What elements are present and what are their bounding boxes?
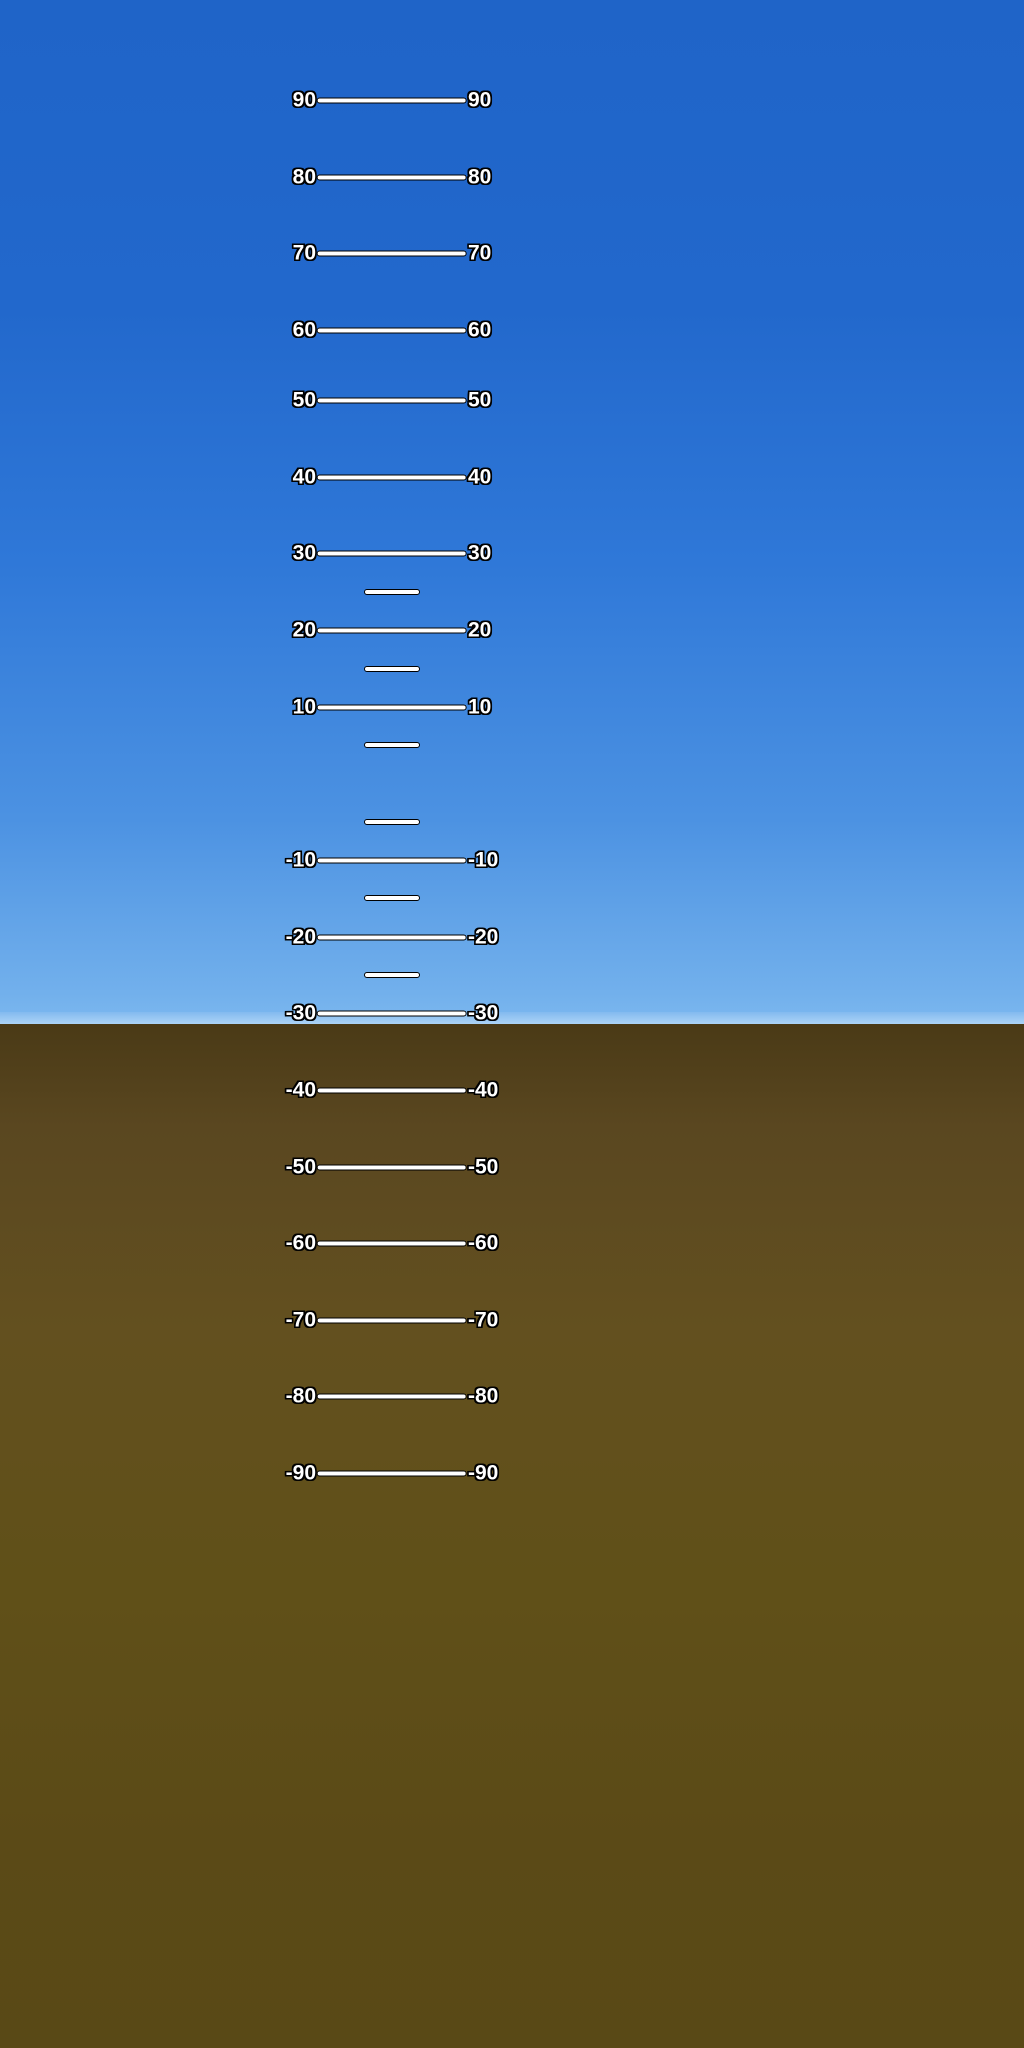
pitch-label-right: -30 (468, 1001, 499, 1025)
pitch-rung-bar (317, 1470, 467, 1476)
pitch-rung-bar (317, 1393, 467, 1399)
pitch-label-right: -40 (468, 1078, 499, 1102)
pitch-rung-bar (317, 250, 467, 256)
pitch-rung-bar (317, 327, 467, 333)
pitch-label-right: 30 (468, 541, 492, 565)
pitch-rung-70 (293, 243, 492, 264)
pitch-label-left: 90 (292, 88, 316, 112)
pitch-label-left: -40 (285, 1078, 316, 1102)
pitch-rung-bar (364, 819, 420, 825)
pitch-rung-15 (364, 666, 420, 672)
pitch-label-right: 80 (468, 165, 492, 189)
pitch-rung-bar (317, 934, 467, 940)
pitch-rung-20 (293, 620, 492, 641)
pitch-rung-bar (317, 97, 467, 103)
pitch-label-left: 40 (292, 465, 316, 489)
pitch-rung-bar (317, 627, 467, 633)
pitch-rung-bar (364, 589, 420, 595)
pitch-rung-bar (317, 1010, 467, 1016)
pitch-rung-bar (317, 550, 467, 556)
pitch-label-left: -90 (285, 1461, 316, 1485)
pitch-rung-bar (317, 857, 467, 863)
pitch-rung-60 (293, 320, 492, 341)
pitch-label-right: 90 (468, 88, 492, 112)
pitch-label-right: -50 (468, 1155, 499, 1179)
pitch-rung-25 (364, 589, 420, 595)
pitch-rung-bar (317, 397, 467, 403)
pitch-rung--5 (364, 819, 420, 825)
pitch-label-left: -50 (285, 1155, 316, 1179)
pitch-label-right: -80 (468, 1384, 499, 1408)
pitch-label-left: -60 (285, 1231, 316, 1255)
pitch-label-left: -80 (285, 1384, 316, 1408)
pitch-label-left: 30 (292, 541, 316, 565)
pitch-rung-bar (317, 1164, 467, 1170)
pitch-rung-bar (317, 704, 467, 710)
pitch-rung--20 (286, 927, 499, 948)
pitch-label-right: 70 (468, 241, 492, 265)
pitch-rung-bar (317, 1240, 467, 1246)
pitch-label-right: -60 (468, 1231, 499, 1255)
pitch-rung-80 (293, 167, 492, 188)
pitch-label-right: -10 (468, 848, 499, 872)
pitch-rung-bar (364, 895, 420, 901)
pitch-label-left: 70 (292, 241, 316, 265)
pitch-rung--10 (286, 850, 499, 871)
pitch-label-left: -70 (285, 1308, 316, 1332)
pitch-rung-bar (317, 1087, 467, 1093)
pitch-rung-50 (293, 390, 492, 411)
pitch-label-right: 10 (468, 695, 492, 719)
pitch-label-right: 60 (468, 318, 492, 342)
pitch-label-left: 60 (292, 318, 316, 342)
pitch-rung-bar (364, 972, 420, 978)
pitch-rung--50 (286, 1157, 499, 1178)
pitch-rung-5 (364, 742, 420, 748)
pitch-label-left: -10 (285, 848, 316, 872)
pitch-rung--60 (286, 1233, 499, 1254)
pitch-rung-bar (317, 174, 467, 180)
pitch-label-left: -30 (285, 1001, 316, 1025)
pitch-rung--40 (286, 1080, 499, 1101)
pitch-rung-10 (293, 697, 492, 718)
pitch-label-left: 50 (292, 388, 316, 412)
pitch-label-left: 10 (292, 695, 316, 719)
pitch-label-left: -20 (285, 925, 316, 949)
pitch-rung--25 (364, 972, 420, 978)
pitch-label-right: 40 (468, 465, 492, 489)
pitch-rung--15 (364, 895, 420, 901)
pitch-label-right: -70 (468, 1308, 499, 1332)
pitch-rung--80 (286, 1386, 499, 1407)
pitch-rung-bar (364, 666, 420, 672)
pitch-rung--30 (286, 1003, 499, 1024)
pitch-rung--90 (286, 1463, 499, 1484)
pitch-label-right: -90 (468, 1461, 499, 1485)
pitch-rung--70 (286, 1310, 499, 1331)
pitch-rung-bar (317, 474, 467, 480)
pitch-rung-90 (293, 90, 492, 111)
pitch-label-right: 50 (468, 388, 492, 412)
pitch-rung-40 (293, 467, 492, 488)
pitch-label-right: -20 (468, 925, 499, 949)
pitch-label-left: 80 (292, 165, 316, 189)
pitch-rung-bar (317, 1317, 467, 1323)
pitch-rung-bar (364, 742, 420, 748)
pitch-label-left: 20 (292, 618, 316, 642)
pitch-label-right: 20 (468, 618, 492, 642)
pitch-rung-30 (293, 543, 492, 564)
